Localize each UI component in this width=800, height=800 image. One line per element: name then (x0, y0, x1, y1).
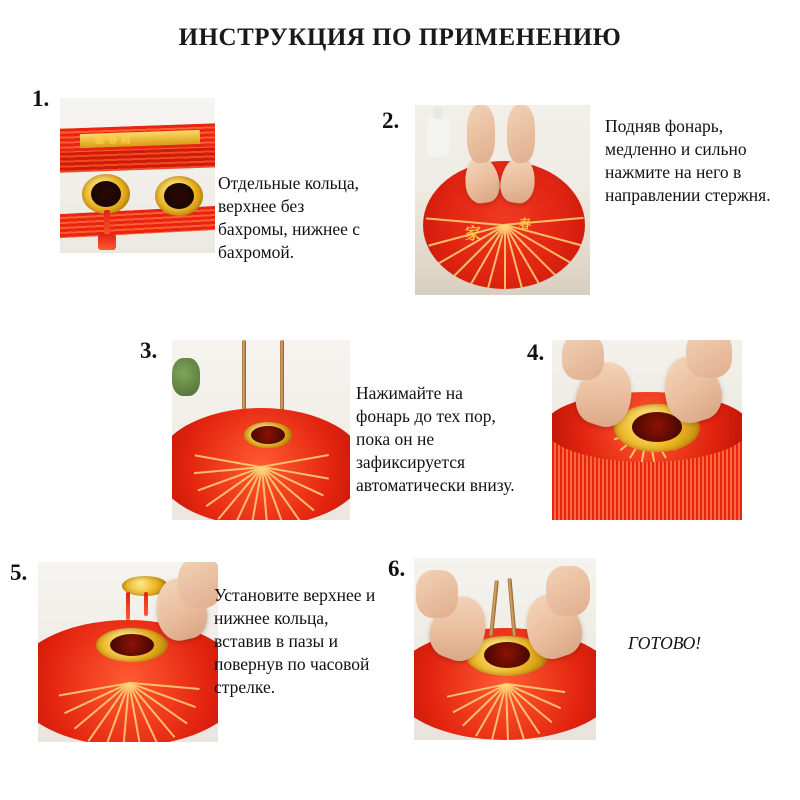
step-6-photo (414, 558, 596, 740)
step-5-number: 5. (10, 560, 28, 585)
step-6-caption: ГОТОВО! (628, 633, 702, 653)
step-2-caption: Подняв фонарь, медленно и сильно нажмите на него в направлении стержня. (605, 116, 771, 206)
step-1-photo: 福 春 财 (60, 98, 215, 253)
step-1-number: 1. (32, 86, 50, 111)
page-title: ИНСТРУКЦИЯ ПО ПРИМЕНЕНИЮ (178, 24, 622, 51)
step-3-caption: Нажимайте на фонарь до тех пор, пока он не зафиксируется автоматически внизу. (356, 383, 515, 496)
step-5-photo (38, 562, 218, 742)
step-3-number: 3. (140, 338, 158, 363)
step-2-number: 2. (382, 108, 400, 133)
step-1-caption: Отдельные кольца, верхнее без бахромы, нижнее с бахромой. (218, 173, 361, 263)
step-4-number: 4. (527, 340, 545, 365)
step-4-photo (552, 340, 742, 520)
step-5-caption: Установите верхнее и нижнее кольца, вставив в пазы и повернув по часовой стрелке. (214, 585, 376, 698)
step-6-number: 6. (388, 556, 406, 581)
step-3-photo (172, 340, 350, 520)
step-2-photo: 家 春 (415, 105, 590, 295)
